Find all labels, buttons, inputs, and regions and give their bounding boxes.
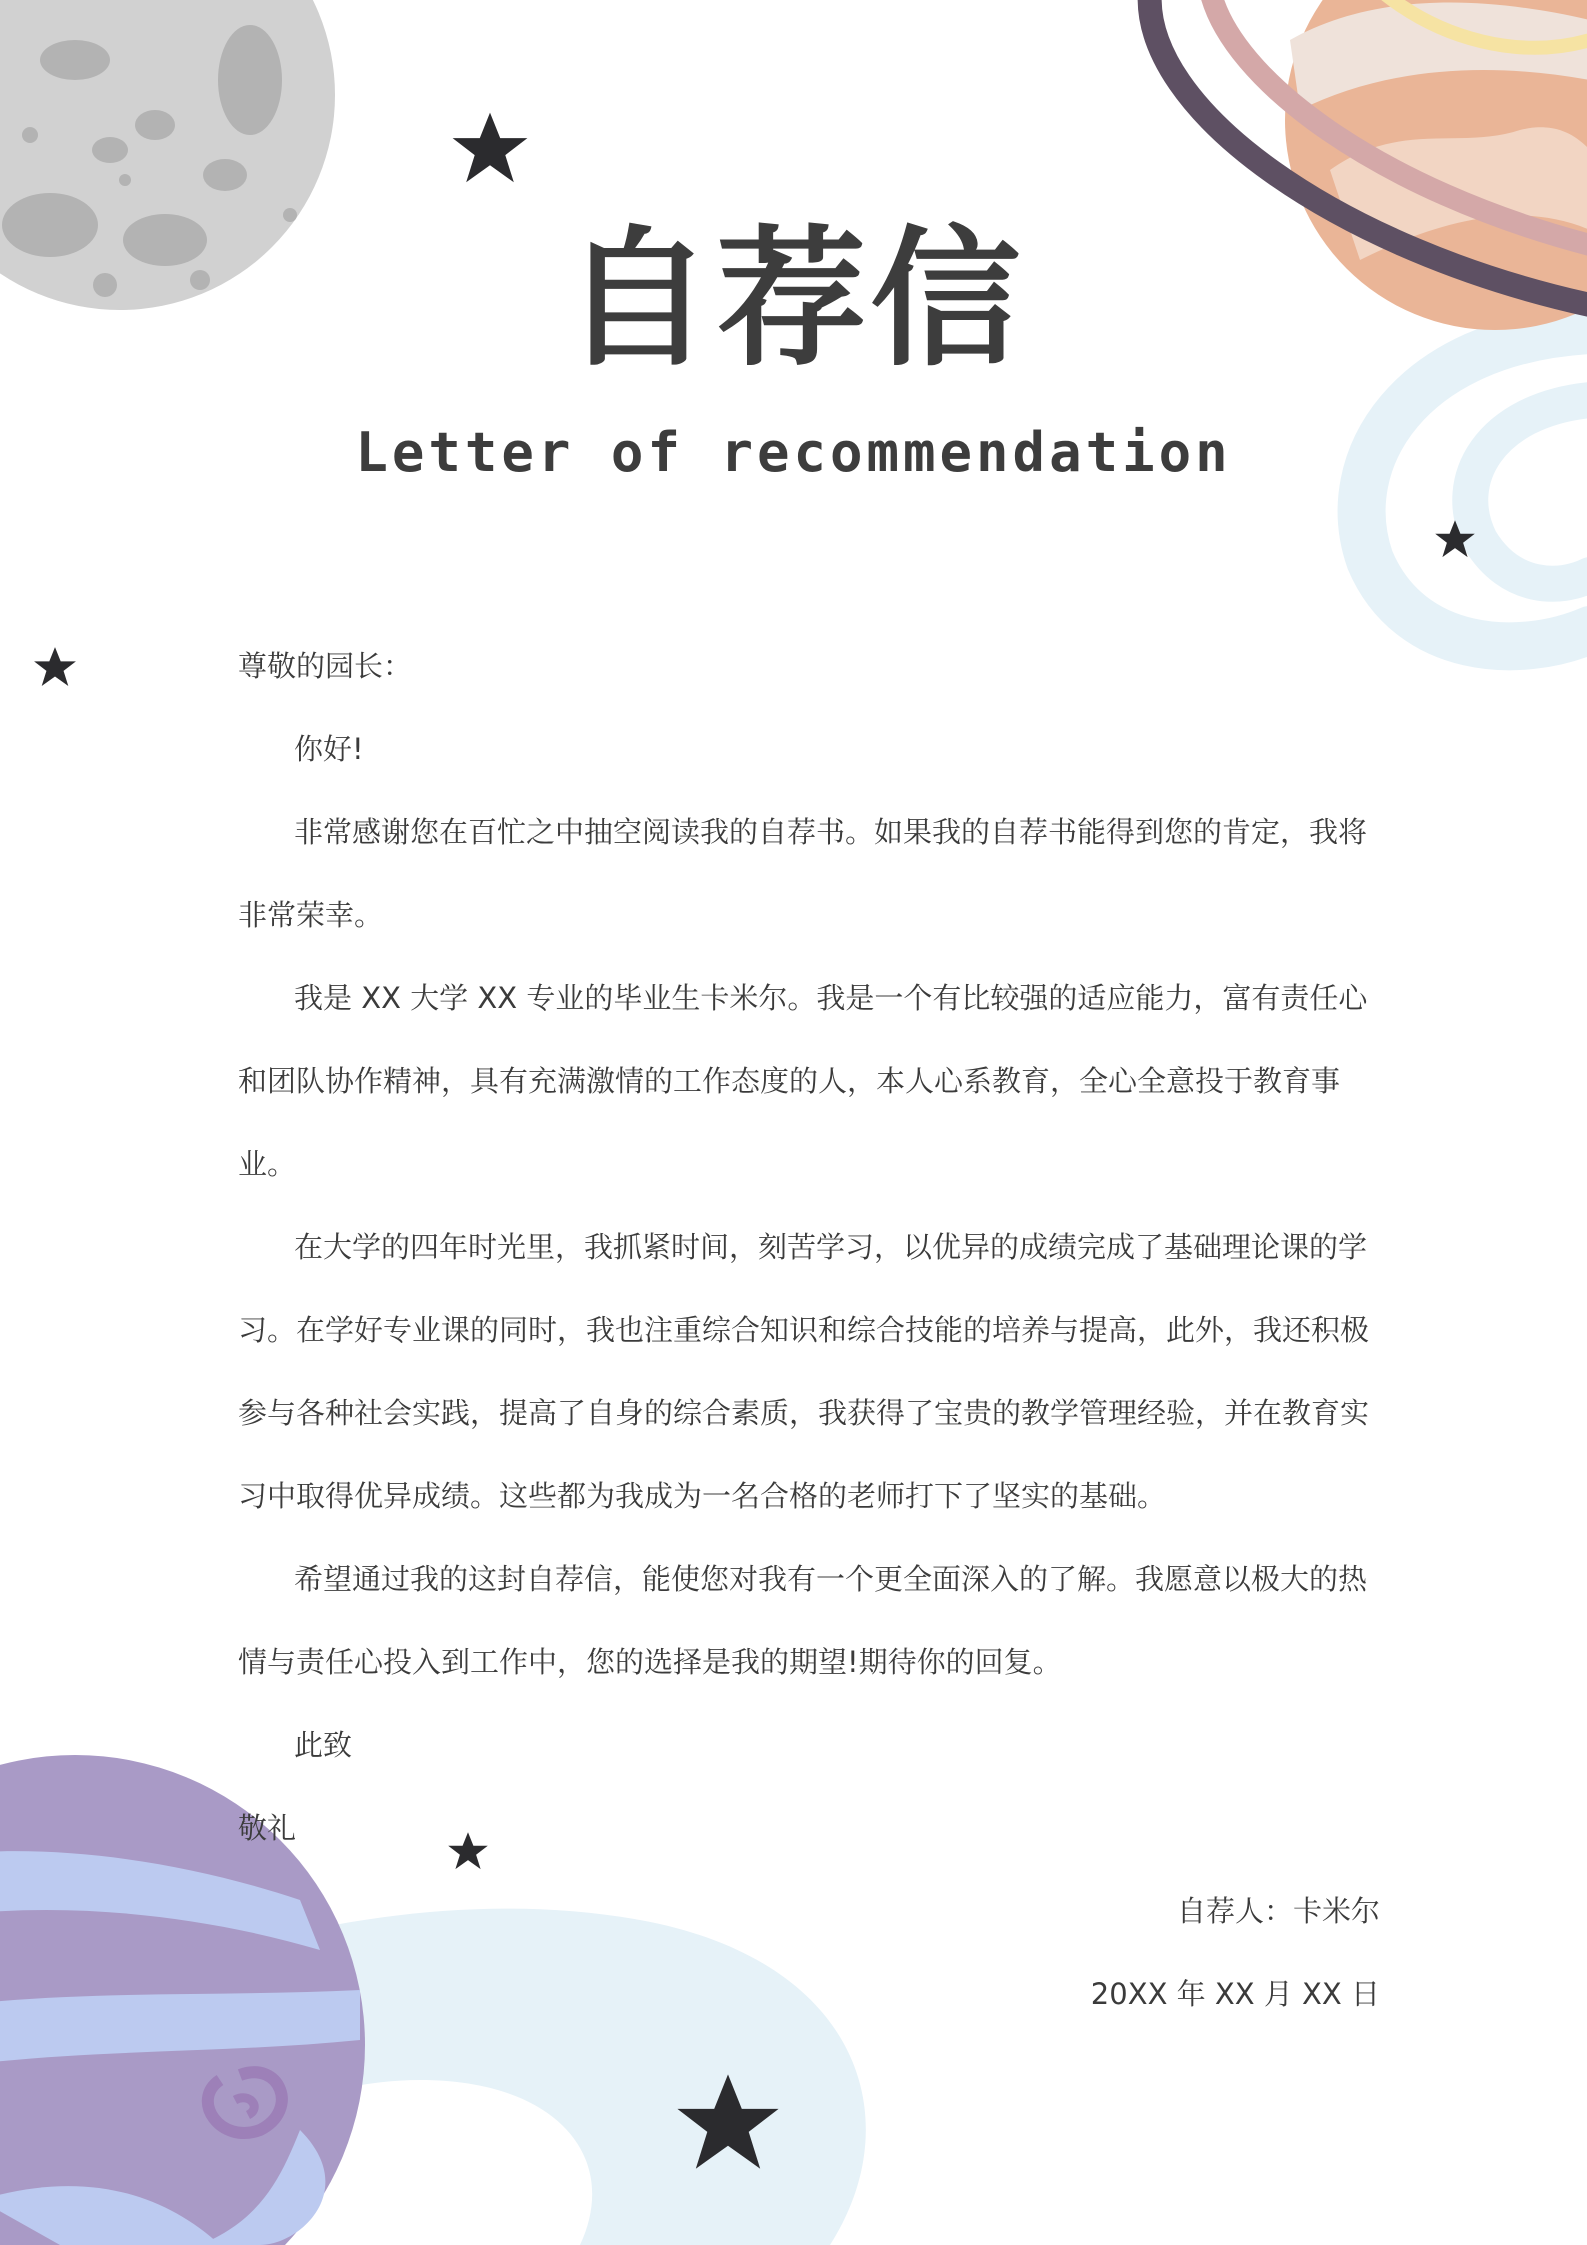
letter-body <box>238 625 1380 2036</box>
signature: 自荐人：卡米尔 <box>1176 1894 1380 1928</box>
closing-1: 此致 <box>294 1728 353 1762</box>
closing-2: 敬礼 <box>238 1811 297 1845</box>
paragraph-thanks: 非常感谢您在百忙之中抽空阅读我的自荐书。如果我的自荐书能得到您的肯定，我将非常荣幸。 <box>238 815 1368 932</box>
date: 20XX 年 XX 月 XX 日 <box>1090 1977 1380 2011</box>
paragraph-intro: 我是 XX 大学 XX 专业的毕业生卡米尔。我是一个有比较强的适应能力，富有责任心和团队协作精神，具有充满激情的工作态度的人，本人心系教育，全心全意投于教育事业。 <box>238 981 1368 1181</box>
paragraph-hope: 希望通过我的这封自荐信，能使您对我有一个更全面深入的了解。我愿意以极大的热情与责任心投入到工作中，您的选择是我的期望!期待你的回复。 <box>238 1562 1368 1679</box>
greeting: 你好! <box>294 732 364 766</box>
salutation: 尊敬的园长： <box>238 649 413 683</box>
page-subtitle: Letter of recommendation <box>355 421 1232 484</box>
page-title: 自荐信 <box>562 213 1025 387</box>
paragraph-study: 在大学的四年时光里，我抓紧时间，刻苦学习，以优异的成绩完成了基础理论课的学习。在学好专业课的同时，我也注重综合知识和综合技能的培养与提高，此外，我还积极参与各种社会实践，提高了自身的综合素质，我获得了宝贵的教学管理经验，并在教育实习中取得优异成绩。这些都为我成为一名合格的老师打下了坚实的基础。 <box>238 1230 1370 1513</box>
